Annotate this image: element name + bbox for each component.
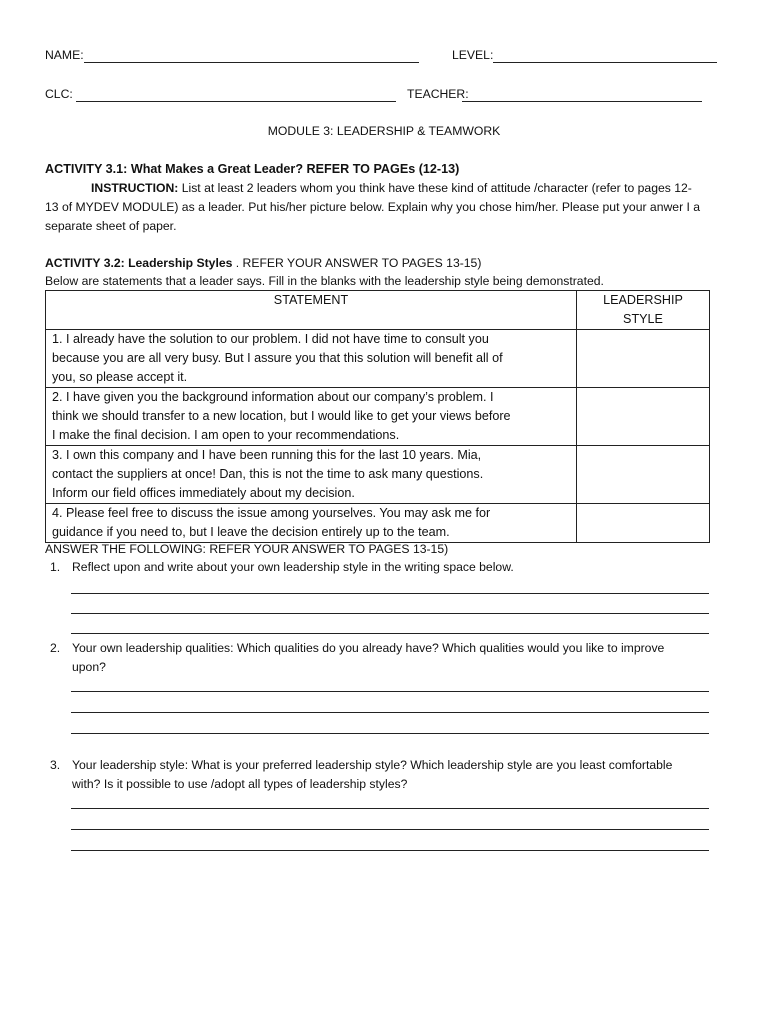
writing-line[interactable] [71,733,709,734]
question-3-text-line-1: Your leadership style: What is your preferred leadership style? Which leadership style are you least comfortable [72,758,673,772]
statement-line: 3. I own this company and I have been running this for the last 10 years. Mia, [52,448,482,462]
question-2-text-line-1: Your own leadership qualities: Which qualities do you already have? Which qualities would you like to improve [72,641,665,655]
question-3-number: 3. [50,758,61,772]
table-row [46,388,710,446]
writing-line[interactable] [71,829,709,830]
writing-line[interactable] [71,633,709,634]
name-label: NAME: [45,48,84,62]
statement-line: 1. I already have the solution to our problem. I did not have time to consult you [52,332,489,346]
statement-cell [46,446,577,504]
instruction-text-1: List at least 2 leaders whom you think have these kind of attitude /character (refer to pages 12- [178,181,692,195]
teacher-label: TEACHER: [407,87,469,101]
name-field[interactable] [84,62,419,63]
statement-line: guidance if you need to, but I leave the decision entirely up to the team. [52,525,450,539]
writing-line[interactable] [71,712,709,713]
activity-1-instruction-line-1 [91,179,692,198]
statement-line: you, so please accept it. [52,370,188,384]
activity-1-instruction-line-3: separate sheet of paper. [45,219,177,233]
statement-line: because you are all very busy. But I assure you that this solution will benefit all of [52,351,503,365]
writing-line[interactable] [71,691,709,692]
writing-line[interactable] [71,593,709,594]
leadership-style-answer-cell[interactable] [577,446,710,504]
table-row [46,504,710,543]
activity-2-title [45,254,481,273]
leadership-style-answer-cell[interactable] [577,504,710,543]
question-2-text-line-2: upon? [72,660,106,674]
table-row [46,330,710,388]
activity-2-title-rest: . REFER YOUR ANSWER TO PAGES 13-15) [232,256,482,270]
statement-line: I make the final decision. I am open to your recommendations. [52,428,400,442]
table-row [46,446,710,504]
leadership-style-answer-cell[interactable] [577,330,710,388]
leadership-styles-table [45,290,710,543]
statement-line: Inform our field offices immediately about my decision. [52,486,355,500]
question-2-number: 2. [50,641,61,655]
level-field[interactable] [493,62,717,63]
statement-cell [46,388,577,446]
activity-1-title: ACTIVITY 3.1: What Makes a Great Leader? REFER TO PAGEs (12-13) [45,162,460,176]
activity-2-subtitle: Below are statements that a leader says. Fill in the blanks with the leadership style being demonstrated. [45,274,604,288]
statement-line: 4. Please feel free to discuss the issue among yourselves. You may ask me for [52,506,491,520]
level-label: LEVEL: [452,48,494,62]
instruction-label: INSTRUCTION: [91,181,179,195]
writing-line[interactable] [71,808,709,809]
answer-section-title: ANSWER THE FOLLOWING: REFER YOUR ANSWER TO PAGES 13-15) [45,542,449,556]
statement-line: contact the suppliers at once! Dan, this is not the time to ask many questions. [52,467,484,481]
leadership-style-header: LEADERSHIP STYLE [577,291,710,330]
table-header-row [46,291,710,330]
writing-line[interactable] [71,613,709,614]
activity-1-instruction-line-2: 13 of MYDEV MODULE) as a leader. Put his/her picture below. Explain why you chose him/her. Please put your anwer I a [45,200,701,214]
clc-label: CLC: [45,87,73,101]
leadership-style-answer-cell[interactable] [577,388,710,446]
statement-line: think we should transfer to a new location, but I would like to get your views before [52,409,511,423]
question-3-text-line-2: with? Is it possible to use /adopt all types of leadership styles? [72,777,408,791]
statement-cell [46,504,577,543]
statement-header: STATEMENT [46,291,577,330]
activity-2-title-bold: ACTIVITY 3.2: Leadership Styles [45,256,233,270]
statement-line: 2. I have given you the background information about our company’s problem. I [52,390,494,404]
module-title: MODULE 3: LEADERSHIP & TEAMWORK [267,124,501,138]
question-1-number: 1. [50,560,61,574]
statement-cell [46,330,577,388]
clc-field[interactable] [76,101,396,102]
question-1-text: Reflect upon and write about your own leadership style in the writing space below. [72,560,514,574]
teacher-field[interactable] [462,101,702,102]
writing-line[interactable] [71,850,709,851]
